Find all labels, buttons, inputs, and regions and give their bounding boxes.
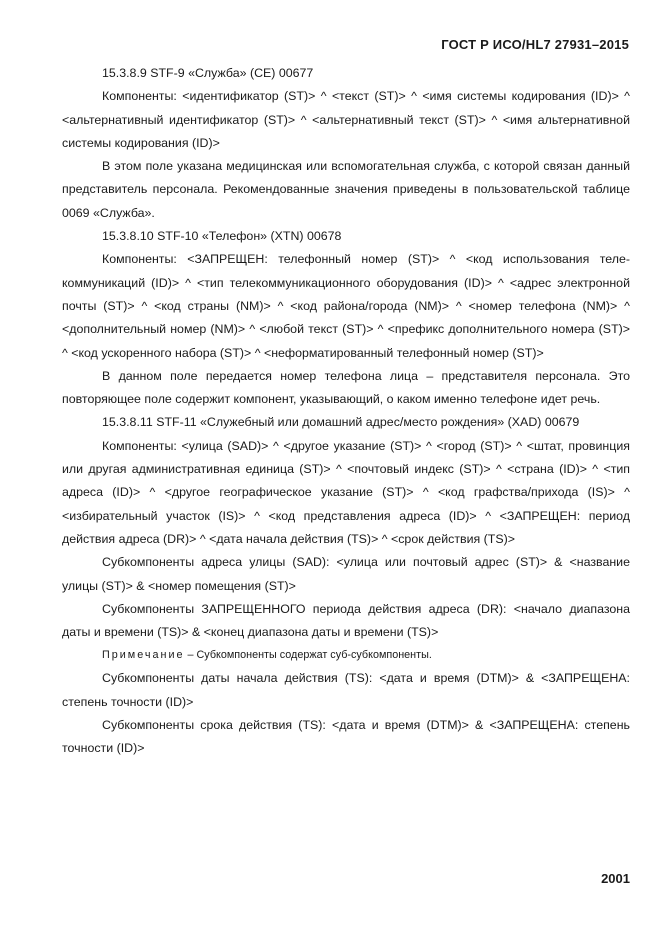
section-heading: 15.3.8.9 STF-9 «Служба» (CE) 00677 [102,66,314,80]
note-text: – Субкомпоненты содержат суб-субкомпоненты. [184,649,432,662]
components-paragraph: Компоненты: <улица (SAD)> ^ <другое указание (ST)> ^ <город (ST)> ^ <штат, провинция или другая административная единица (ST)> ^ <почтовый индекс (ST)> ^ <страна (ID)> ^ <тип адреса (ID)> ^ <другое географическое указание (ST)> ^ <код графства/прихода (IS)> ^ <избирательный участок (IS)> ^ <код представления адреса (ID)> ^ <ЗАПРЕЩЕН: период действия адреса (DR)> ^ <дата начала действия (TS)> ^ <срок действия (TS)> [62,438,630,546]
components-paragraph: Компоненты: <ЗАПРЕЩЕН: телефонный номер (ST)> ^ <код использования телекоммуникаций (ID)> ^ <тип телекоммуникационного оборудования (ID)> ^ <адрес электронной почты (ST)> ^ <код страны (NM)> ^ <код района/города (NM)> ^ <номер телефона (NM)> ^ <дополнительный номер (NM)> ^ <любой текст (ST)> ^ <префикс дополнительного номера (ST)> ^ <код ускоренного набора (ST)> ^ <неформатированный телефонный номер (ST)> [62,252,630,360]
note-label: Примечание [102,649,185,662]
subcomponents-paragraph: Субкомпоненты адреса улицы (SAD): <улица или почтовый адрес (ST)> & <название улицы (ST)> & <номер помещения (ST)> [62,555,630,593]
document-header: ГОСТ Р ИСО/HL7 27931–2015 [441,37,629,52]
section-heading: 15.3.8.10 STF-10 «Телефон» (XTN) 00678 [102,229,342,244]
subcomponents-paragraph: Субкомпоненты даты начала действия (TS): <дата и время (DTM)> & <ЗАПРЕЩЕНА: степень точности (ID)> [62,671,630,709]
page-number: 2001 [601,871,630,886]
subcomponents-paragraph: Субкомпоненты ЗАПРЕЩЕННОГО периода действия адреса (DR): <начало диапазона даты и времени (TS)> & <конец диапазона даты и времени (TS)> [62,601,630,640]
components-paragraph: Компоненты: <идентификатор (ST)> ^ <текст (ST)> ^ <имя системы кодирования (ID)> ^ <альтернативный идентификатор (ST)> ^ <альтернативный текст (ST)> ^ <имя альтернативной системы кодирования (ID)> [62,89,630,150]
page-content [62,62,630,761]
section-heading: 15.3.8.11 STF-11 «Служебный или домашний адрес/место рождения» (XAD) 00679 [102,415,580,430]
description-paragraph: В этом поле указана медицинская или вспомогательная служба, с которой связан данный представитель персонала. Рекомендованные значения приведены в пользовательской таблице 0069 «Служба». [62,159,630,220]
note [62,644,630,667]
subcomponents-paragraph: Субкомпоненты срока действия (TS): <дата и время (DTM)> & <ЗАПРЕЩЕНА: степень точности (ID)> [62,718,630,756]
description-paragraph: В данном поле передается номер телефона лица – представителя персонала. Это повторяющее поле содержит компонент, указывающий, о каком именно телефоне идет речь. [62,368,630,407]
